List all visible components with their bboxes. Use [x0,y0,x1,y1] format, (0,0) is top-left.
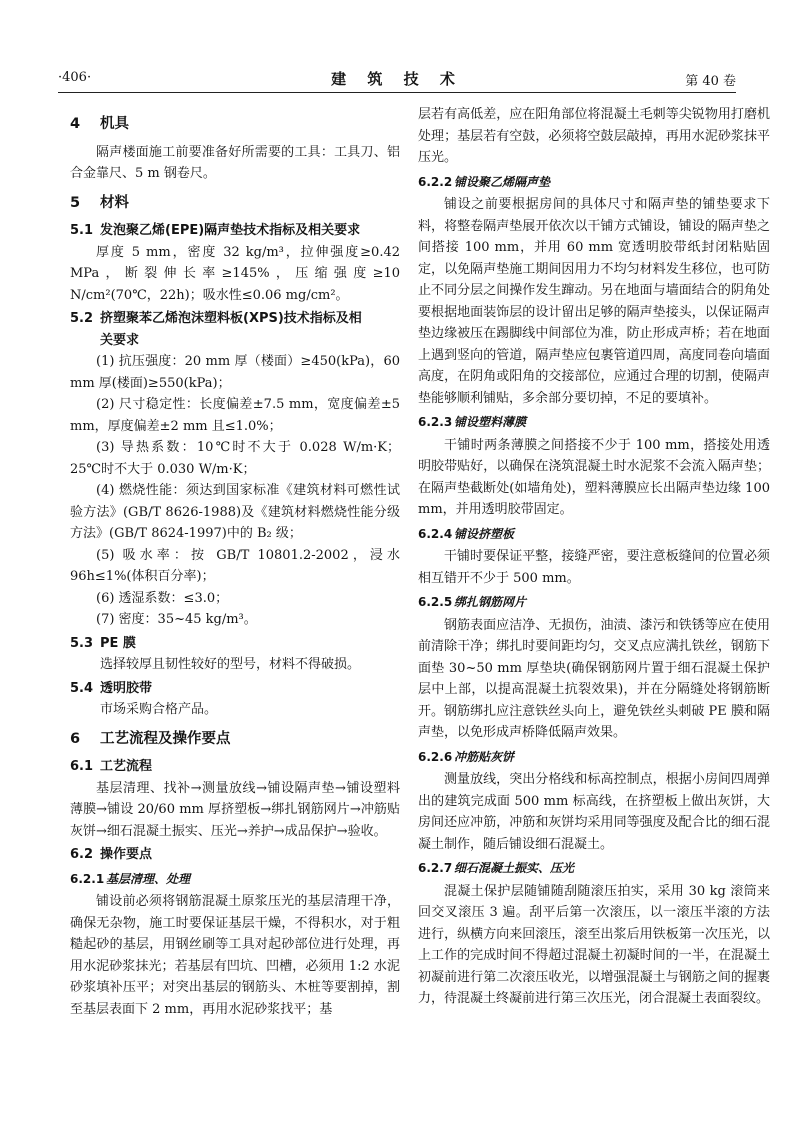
right-column [418,104,770,1010]
list-item: (3) 导热系数：10℃时不大于 0.028 W/m·K；25℃时不大于 0.030 W/m·K； [70,440,400,477]
subsubsection-heading: 6.2.6 冲筋贴灰饼 [418,749,515,764]
subsubsection-heading: 6.2.5 绑扎钢筋网片 [418,595,527,609]
subsection-heading: 5.2 挤塑聚苯乙烯泡沫塑料板(XPS)技术指标及相 [70,311,362,326]
subsubsection-heading: 6.2.1 基层清理、处理 [70,871,191,886]
paragraph: 混凝土保护层随铺随刮随滚压拍实，采用 30 kg 滚筒来回交叉滚压 3 遍。刮平后第一次滚压，以一滚压半滚的方法进行，纵横方向来回滚压，滚至出浆后用铁板第一次压光，以上工作的完成时间不得超过混凝土初凝时间的一半，在混凝土初凝前进行第二次滚压收光，以增强混凝土与钢筋之间的握裹力，待混凝土终凝前进行第三次压光，闭合混凝土表面裂纹。 [418,883,770,1006]
journal-name: 建 筑 技 术 [331,70,463,88]
subsubsection-heading: 6.2.3 铺设塑料薄膜 [418,415,527,429]
subsection-heading: 5.1 发泡聚乙烯(EPE)隔声垫技术指标及相关要求 [70,223,361,238]
paragraph: 层若有高低差，应在阳角部位将混凝土毛刺等尖锐物用打磨机处理；基层若有空鼓，必须将空鼓层敲掉，再用水泥砂浆抹平压光。 [418,107,770,165]
paragraph: 市场采购合格产品。 [100,702,218,717]
list-item: (5) 吸水率：按 GB/T 10801.2-2002，浸水 96h≤1%(体积百分率)； [70,547,400,584]
running-header [58,58,736,93]
paragraph: 隔声楼面施工前要准备好所需要的工具：工具刀、铝合金靠尺、5 m 钢卷尺。 [70,144,400,181]
volume-label: 第 40 卷 [685,74,736,89]
subsection-heading: 6.1 工艺流程 [70,759,153,774]
paragraph: 干铺时要保证平整，接缝严密，要注意板缝间的位置必须相互错开不少于 500 mm。 [418,549,770,586]
subsection-heading: 5.4 透明胶带 [70,680,153,696]
section-heading: 5 材料 [70,194,129,211]
subsection-heading: 6.2 操作要点 [70,847,153,862]
list-item: (4) 燃烧性能：须达到国家标准《建筑材料可燃性试验方法》(GB/T 8626-1988)及《建筑材料燃烧性能分级方法》(GB/T 8624-1997)中的 B₂ 级； [70,483,400,541]
paragraph: 干铺时两条薄膜之间搭接不少于 100 mm，搭接处用透明胶带贴好，以确保在浇筑混凝土时水泥浆不会流入隔声垫；在隔声垫截断处(如墙角处)，塑料薄膜应长出隔声垫边缘 100 mm，并用透明胶带固定。 [418,437,770,517]
list-item: (1) 抗压强度：20 mm 厚（楼面）≥450(kPa)，60 mm 厚(楼面)≥550(kPa)； [70,354,400,391]
subsection-heading: 5.3 PE 膜 [70,635,136,651]
section-heading: 4 机具 [70,116,129,132]
subsection-heading-cont: 关要求 [100,332,140,348]
paragraph: 选择较厚且韧性较好的型号，材料不得破损。 [100,657,361,672]
paragraph: 测量放线，突出分格线和标高控制点，根据小房间四周弹出的建筑完成面 500 mm 标高线，在挤塑板上做出灰饼，大房间还应冲筋，冲筋和灰饼均采用同等强度及配合比的细石混凝土制作，随后铺设细石混凝土。 [418,772,770,852]
section-heading: 6 工艺流程及操作要点 [70,730,231,747]
paragraph: 铺设前必须将钢筋混凝土原浆压光的基层清理干净，确保无杂物，施工时要保证基层干燥，不得积水，对于粗糙起砂的基层，用钢丝刷等工具对起砂部位进行处理，再用水泥砂浆抹光；若基层有凹坑、凹槽，必须用 1:2 水泥砂浆填补压平；对突出基层的钢筋头、木桩等要割掉，割至基层表面下 2 mm，再用水泥砂浆找平；基 [70,894,400,1017]
list-item: (7) 密度：35~45 kg/m³。 [96,612,257,627]
page-number: ·406· [58,70,92,85]
paragraph: 钢筋表面应洁净、无损伤，油渍、漆污和铁锈等应在使用前清除干净；绑扎时要间距均匀，交叉点应满扎铁丝，钢筋下面垫 30~50 mm 厚垫块(确保钢筋网片置于细石混凝土保护层中上部，以提高混凝土抗裂效果)，并在分隔缝处将钢筋断开。钢筋绑扎应注意铁丝头向上，避免铁丝头刺破 PE 膜和隔声垫，以免形成声桥降低隔声效果。 [418,617,770,740]
paragraph: 基层清理、找补→测量放线→铺设隔声垫→铺设塑料薄膜→铺设 20/60 mm 厚挤塑板→绑扎钢筋网片→冲筋贴灰饼→细石混凝土振实、压光→养护→成品保护→验收。 [70,780,400,839]
subsubsection-heading: 6.2.4 铺设挤塑板 [418,526,515,541]
paragraph: 厚度 5 mm，密度 32 kg/m³，拉伸强度≥0.42 MPa，断裂伸长率≥145%，压缩强度≥10 N/cm²(70℃，22h)；吸水性≤0.06 mg/cm²。 [70,244,400,303]
subsubsection-heading: 6.2.2 铺设聚乙烯隔声垫 [418,174,551,189]
subsubsection-heading: 6.2.7 细石混凝土振实、压光 [418,861,575,875]
list-item: (6) 透湿系数：≤3.0； [96,590,229,606]
paragraph: 铺设之前要根据房间的具体尺寸和隔声垫的铺垫要求下料，将整卷隔声垫展开依次以干铺方式铺设，铺设的隔声垫之间搭接 100 mm，并用 60 mm 宽透明胶带纸封闭粘贴固定，以免隔声垫施工期间因用力不均匀材料发生移位，也可防止不同分层之间操作发生蹿动。另在地面与墙面结合的阴角处要根据地面装饰层的设计留出足够的隔声垫接头，以保证隔声垫边缘被压在踢脚线中间部位为准，防止形成声桥；若在地面上遇到竖向的管道，隔声垫应包裹管道四周，高度同卷向墙面高度，在阴角或阳角的交接部位，应通过合理的切割，使隔声垫能够顺利铺贴，多余部分要切掉，不足的要填补。 [418,197,770,406]
left-column [70,104,400,1020]
list-item: (2) 尺寸稳定性：长度偏差±7.5 mm，宽度偏差±5 mm，厚度偏差±2 mm 且≤1.0%； [70,397,400,434]
